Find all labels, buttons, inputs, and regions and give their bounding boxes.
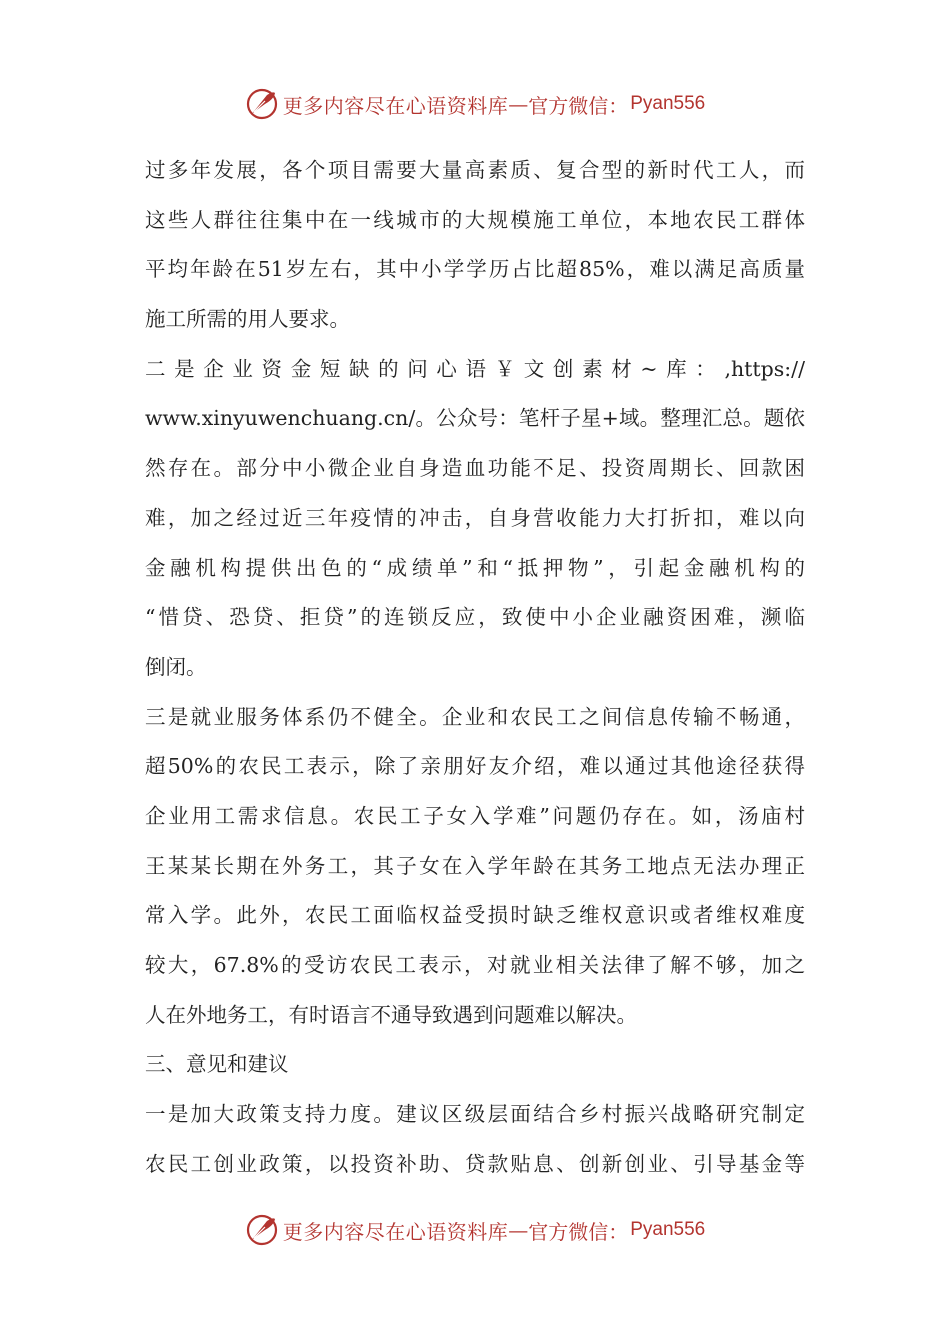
text-line: 较大，67.8%的受访农民工表示，对就业相关法律了解不够，加之 [145, 953, 805, 977]
footer-wechat-id: Pyan556 [630, 1219, 706, 1240]
header-brand-text: 更多内容尽在心语资料库 [282, 93, 509, 118]
text-line: 施工所需的用人要求。 [145, 307, 350, 332]
header-banner [0, 82, 950, 126]
text-line: 倒闭。 [145, 654, 207, 679]
quill-pen-logo-icon [245, 87, 279, 121]
text-line: 二是企业资金短缺的问心语￥文创素材~库：,https:// [145, 356, 805, 381]
text-line: 一是加大政策支持力度。建议区级层面结合乡村振兴战略研究制定 [145, 1102, 805, 1127]
text-line: 企业用工需求信息。农民工子女入学难”问题仍存在。如，汤庙村 [145, 803, 805, 828]
header-dash: — [508, 92, 529, 116]
text-line: “惜贷、恐贷、拒贷”的连锁反应，致使中小企业融资困难，濒临 [145, 605, 805, 630]
footer-banner [0, 1208, 950, 1252]
footer-wechat-label: 官方微信： [528, 1219, 629, 1244]
text-line: 然存在。部分中小微企业自身造血功能不足、投资周期长、回款困 [145, 456, 805, 481]
text-line: 过多年发展，各个项目需要大量高素质、复合型的新时代工人，而 [145, 158, 805, 182]
text-line: 农民工创业政策，以投资补助、贷款贴息、创新创业、引导基金等 [145, 1151, 805, 1176]
text-line: 难，加之经过近三年疫情的冲击，自身营收能力大打折扣，难以向 [145, 505, 805, 530]
section-heading: 三、意见和建议 [145, 1052, 289, 1077]
text-line: 超50%的农民工表示，除了亲朋好友介绍，难以通过其他途径获得 [145, 754, 805, 779]
body-text [145, 146, 805, 1189]
header-wechat-id: Pyan556 [630, 93, 706, 114]
text-line: 三是就业服务体系仍不健全。企业和农民工之间信息传输不畅通， [145, 704, 805, 729]
text-line: 平均年龄在51岁左右，其中小学学历占比超85%，难以满足高质量 [145, 257, 805, 282]
text-line: www.xinyuwenchuang.cn/。公众号：笔杆子星+域。整理汇总。题依 [145, 406, 805, 431]
quill-pen-logo-icon [245, 1213, 279, 1247]
header-wechat-label: 官方微信： [528, 93, 629, 118]
text-line: 这些人群往往集中在一线城市的大规模施工单位，本地农民工群体 [145, 207, 805, 232]
text-line: 王某某长期在外务工，其子女在入学年龄在其务工地点无法办理正 [145, 853, 805, 878]
text-line: 人在外地务工，有时语言不通导致遇到问题难以解决。 [145, 1002, 637, 1027]
text-line: 常入学。此外，农民工面临权益受损时缺乏维权意识或者维权难度 [145, 903, 805, 928]
footer-brand-text: 更多内容尽在心语资料库 [282, 1219, 509, 1244]
text-line: 金融机构提供出色的“成绩单”和“抵押物”，引起金融机构的 [145, 555, 805, 580]
footer-dash: — [508, 1218, 529, 1242]
